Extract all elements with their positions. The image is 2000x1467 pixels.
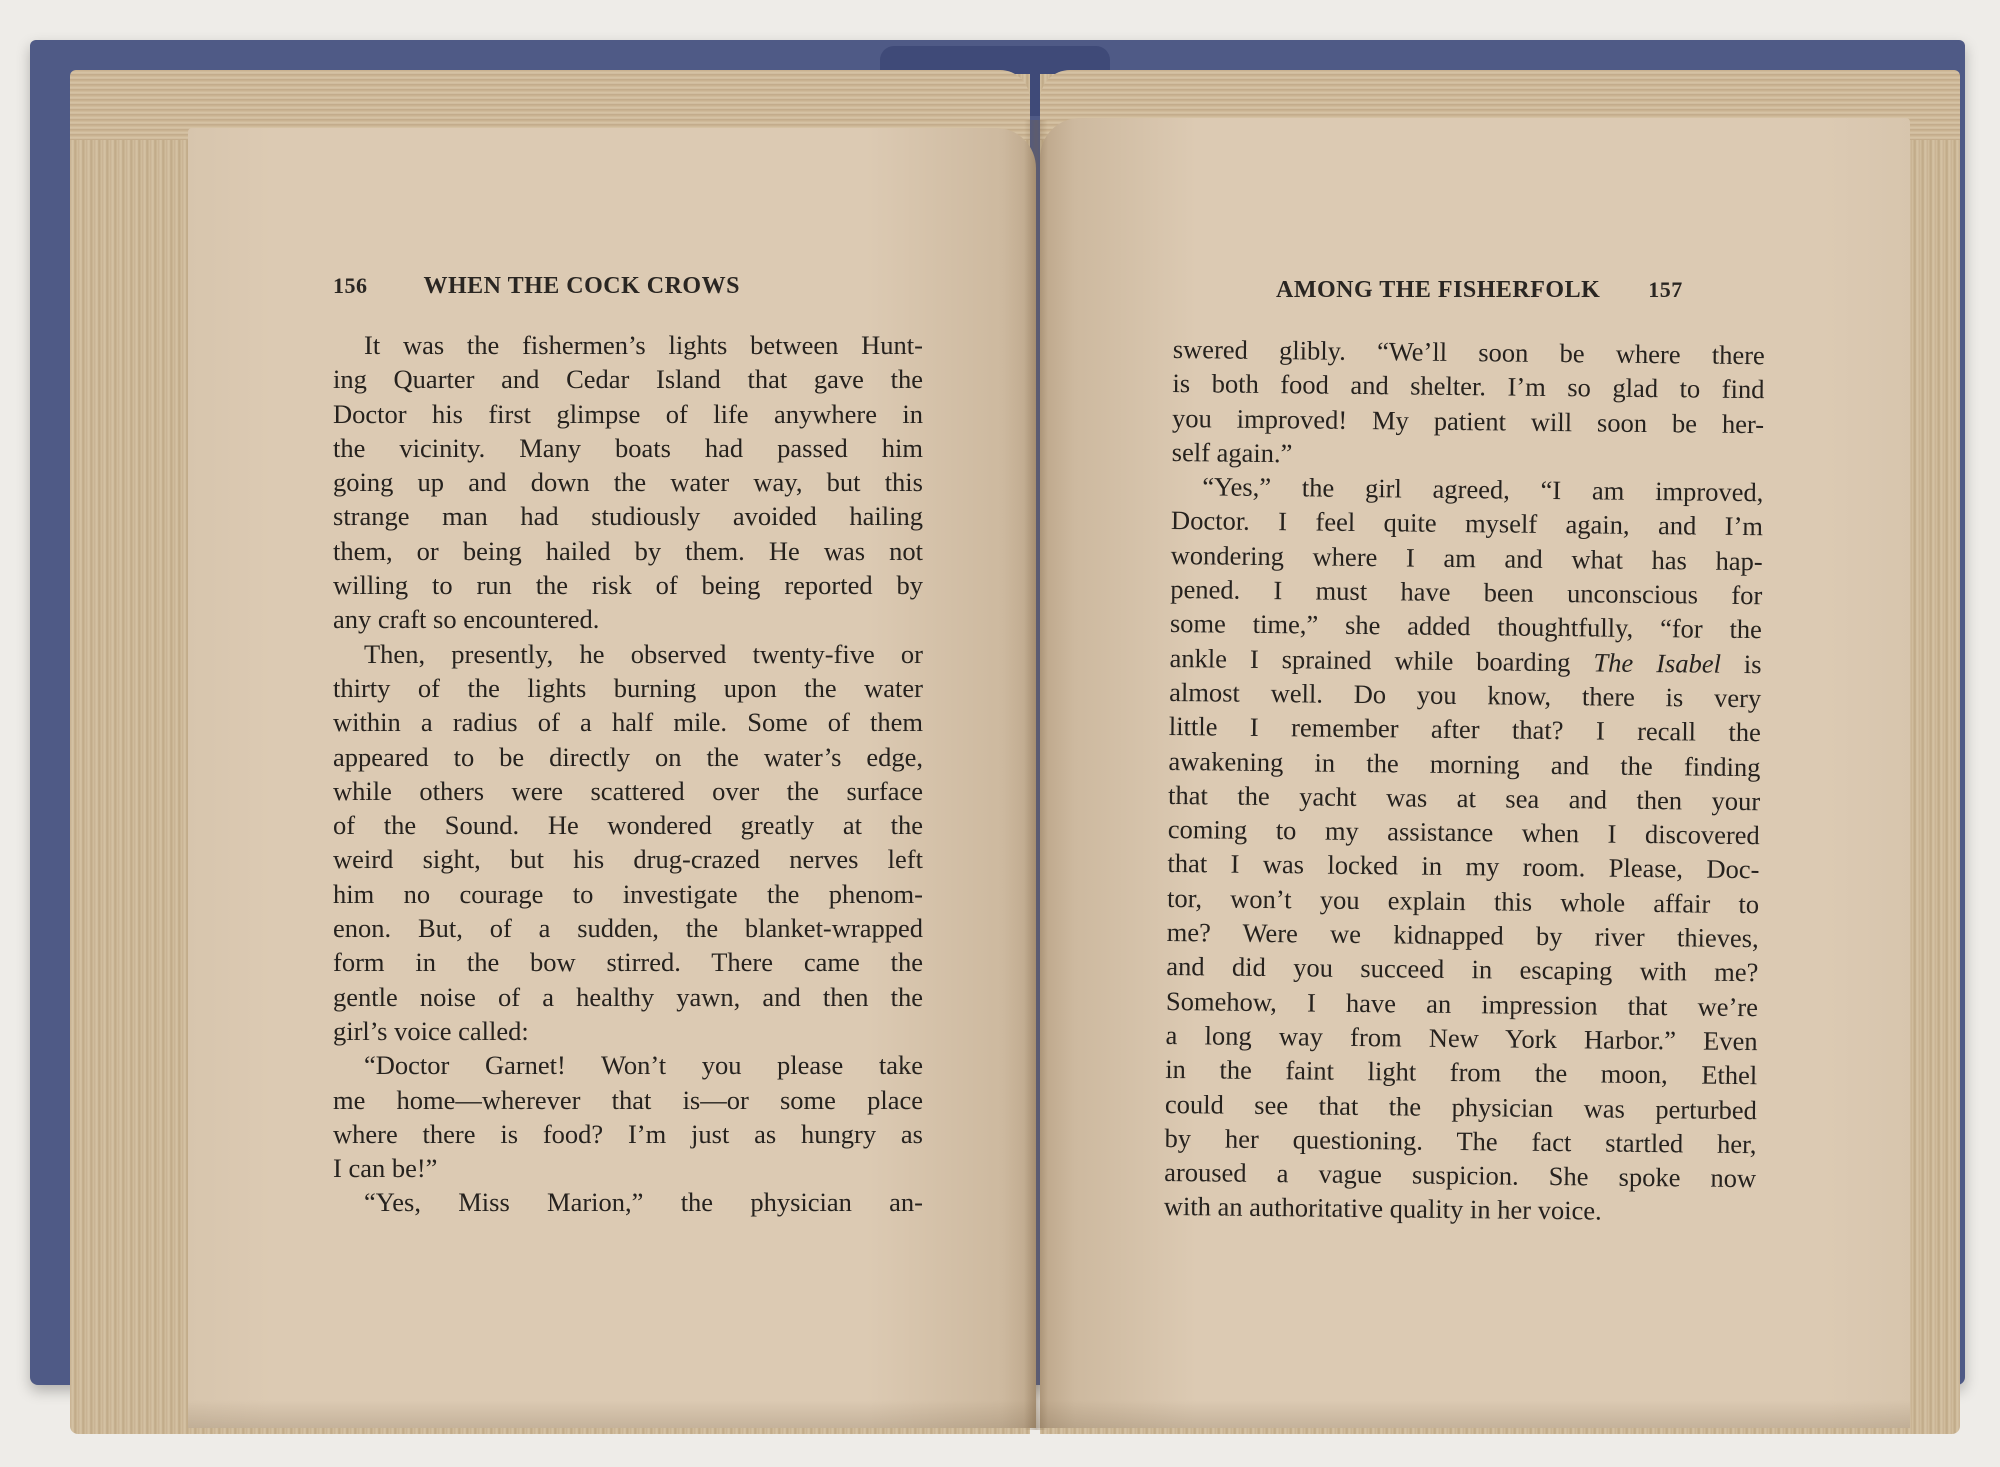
text-line: me? Were we kidnapped by river thieves, (1166, 917, 1759, 954)
text-line: Doctor. I feel quite myself again, and I’m (1170, 505, 1764, 542)
text-line: thirty of the lights burning upon the water (333, 672, 923, 703)
text-line: them, or being hailed by them. He was not (333, 535, 923, 566)
text-line: and did you succeed in escaping with me? (1166, 951, 1759, 988)
text-line: willing to run the risk of being reported by (333, 570, 923, 601)
text-line: going up and down the water way, but this (333, 467, 923, 498)
text-line: form in the bow stirred. There came the (333, 947, 923, 978)
text-segment: ankle I sprained while boarding (1169, 642, 1571, 677)
text-line: “Doctor Garnet! Won’t you please take (364, 1050, 923, 1081)
text-line: of the Sound. He wondered greatly at the (333, 810, 923, 841)
text-line: “Yes,” the girl agreed, “I am improved, (1202, 471, 1764, 508)
left-running-title: WHEN THE COCK CROWS (423, 273, 740, 299)
text-line: that the yacht was at sea and then your (1167, 779, 1761, 817)
right-running-title: AMONG THE FISHERFOLK (1276, 277, 1601, 303)
text-line: in the faint light from the moon, Ethel (1165, 1054, 1758, 1091)
text-line: It was the fishermen’s lights between Hunt- (364, 330, 923, 360)
left-page-body (333, 328, 923, 1220)
text-line: the vicinity. Many boats had passed him (333, 432, 923, 463)
text-line: strange man had studiously avoided hailing (333, 501, 923, 532)
right-running-head (1276, 274, 1683, 304)
text-line: by her questioning. The fact startled her, (1164, 1122, 1757, 1159)
text-line: is both food and shelter. I’m so glad to find (1172, 368, 1765, 405)
ship-name-italic: The Isabel (1593, 647, 1722, 679)
left-page-number: 156 (333, 273, 368, 298)
text-line: self again.” (1171, 436, 1293, 469)
page-gutter (1024, 120, 1048, 1430)
text-segment: is (1743, 648, 1762, 679)
text-line: ing Quarter and Cedar Island that gave the (333, 364, 923, 395)
text-line: awakening in the morning and the finding (1168, 745, 1761, 782)
right-page-number: 157 (1648, 277, 1683, 302)
page-bottom-shadow (188, 1400, 1910, 1428)
text-line: pened. I must have been unconscious for (1170, 574, 1763, 611)
right-page-body (1164, 332, 1765, 1230)
text-line: you improved! My patient will soon be her- (1171, 402, 1765, 439)
text-line: any craft so encountered. (333, 604, 600, 635)
text-line: weird sight, but his drug-crazed nerves left (333, 844, 923, 875)
text-line: “Yes, Miss Marion,” the physician an- (364, 1187, 923, 1218)
text-line: appeared to be directly on the water’s edge, (333, 741, 923, 772)
text-line: Doctor his first glimpse of life anywhere in (333, 398, 923, 429)
text-line: a long way from New York Harbor.” Even (1165, 1019, 1758, 1057)
text-line: gentle noise of a healthy yawn, and then the (333, 981, 923, 1012)
text-line: I can be!” (333, 1153, 438, 1184)
text-line: coming to my assistance when I discovered (1167, 814, 1760, 851)
text-line: aroused a vague suspicion. She spoke now (1164, 1157, 1757, 1194)
text-line: some time,” she added thoughtfully, “for the (1169, 608, 1763, 645)
text-line: little I remember after that? I recall the (1168, 711, 1761, 748)
text-line: within a radius of a half mile. Some of them (333, 707, 923, 738)
text-line: wondering where I am and what has hap- (1170, 539, 1763, 576)
text-line: almost well. Do you know, there is very (1169, 676, 1762, 714)
text-line: girl’s voice called: (333, 1015, 529, 1046)
text-line: where there is food? I’m just as hungry as (333, 1118, 923, 1149)
text-line: me home—wherever that is—or some place (333, 1084, 923, 1115)
text-line: Then, presently, he observed twenty-five or (364, 638, 923, 669)
text-line: could see that the physician was perturbed (1164, 1088, 1758, 1125)
text-line: Somehow, I have an impression that we’re (1165, 985, 1759, 1022)
left-running-head (333, 270, 740, 300)
text-line: swered glibly. “We’ll soon be where there (1172, 333, 1765, 371)
text-line: tor, won’t you explain this whole affair to (1166, 882, 1760, 919)
text-line: while others were scattered over the surface (333, 775, 923, 806)
text-line: enon. But, of a sudden, the blanket-wrapped (333, 913, 923, 944)
text-line: with an authoritative quality in her voice. (1163, 1191, 1602, 1226)
text-line: him no courage to investigate the phenom- (333, 878, 923, 909)
text-line: that I was locked in my room. Please, Doc- (1167, 848, 1760, 885)
